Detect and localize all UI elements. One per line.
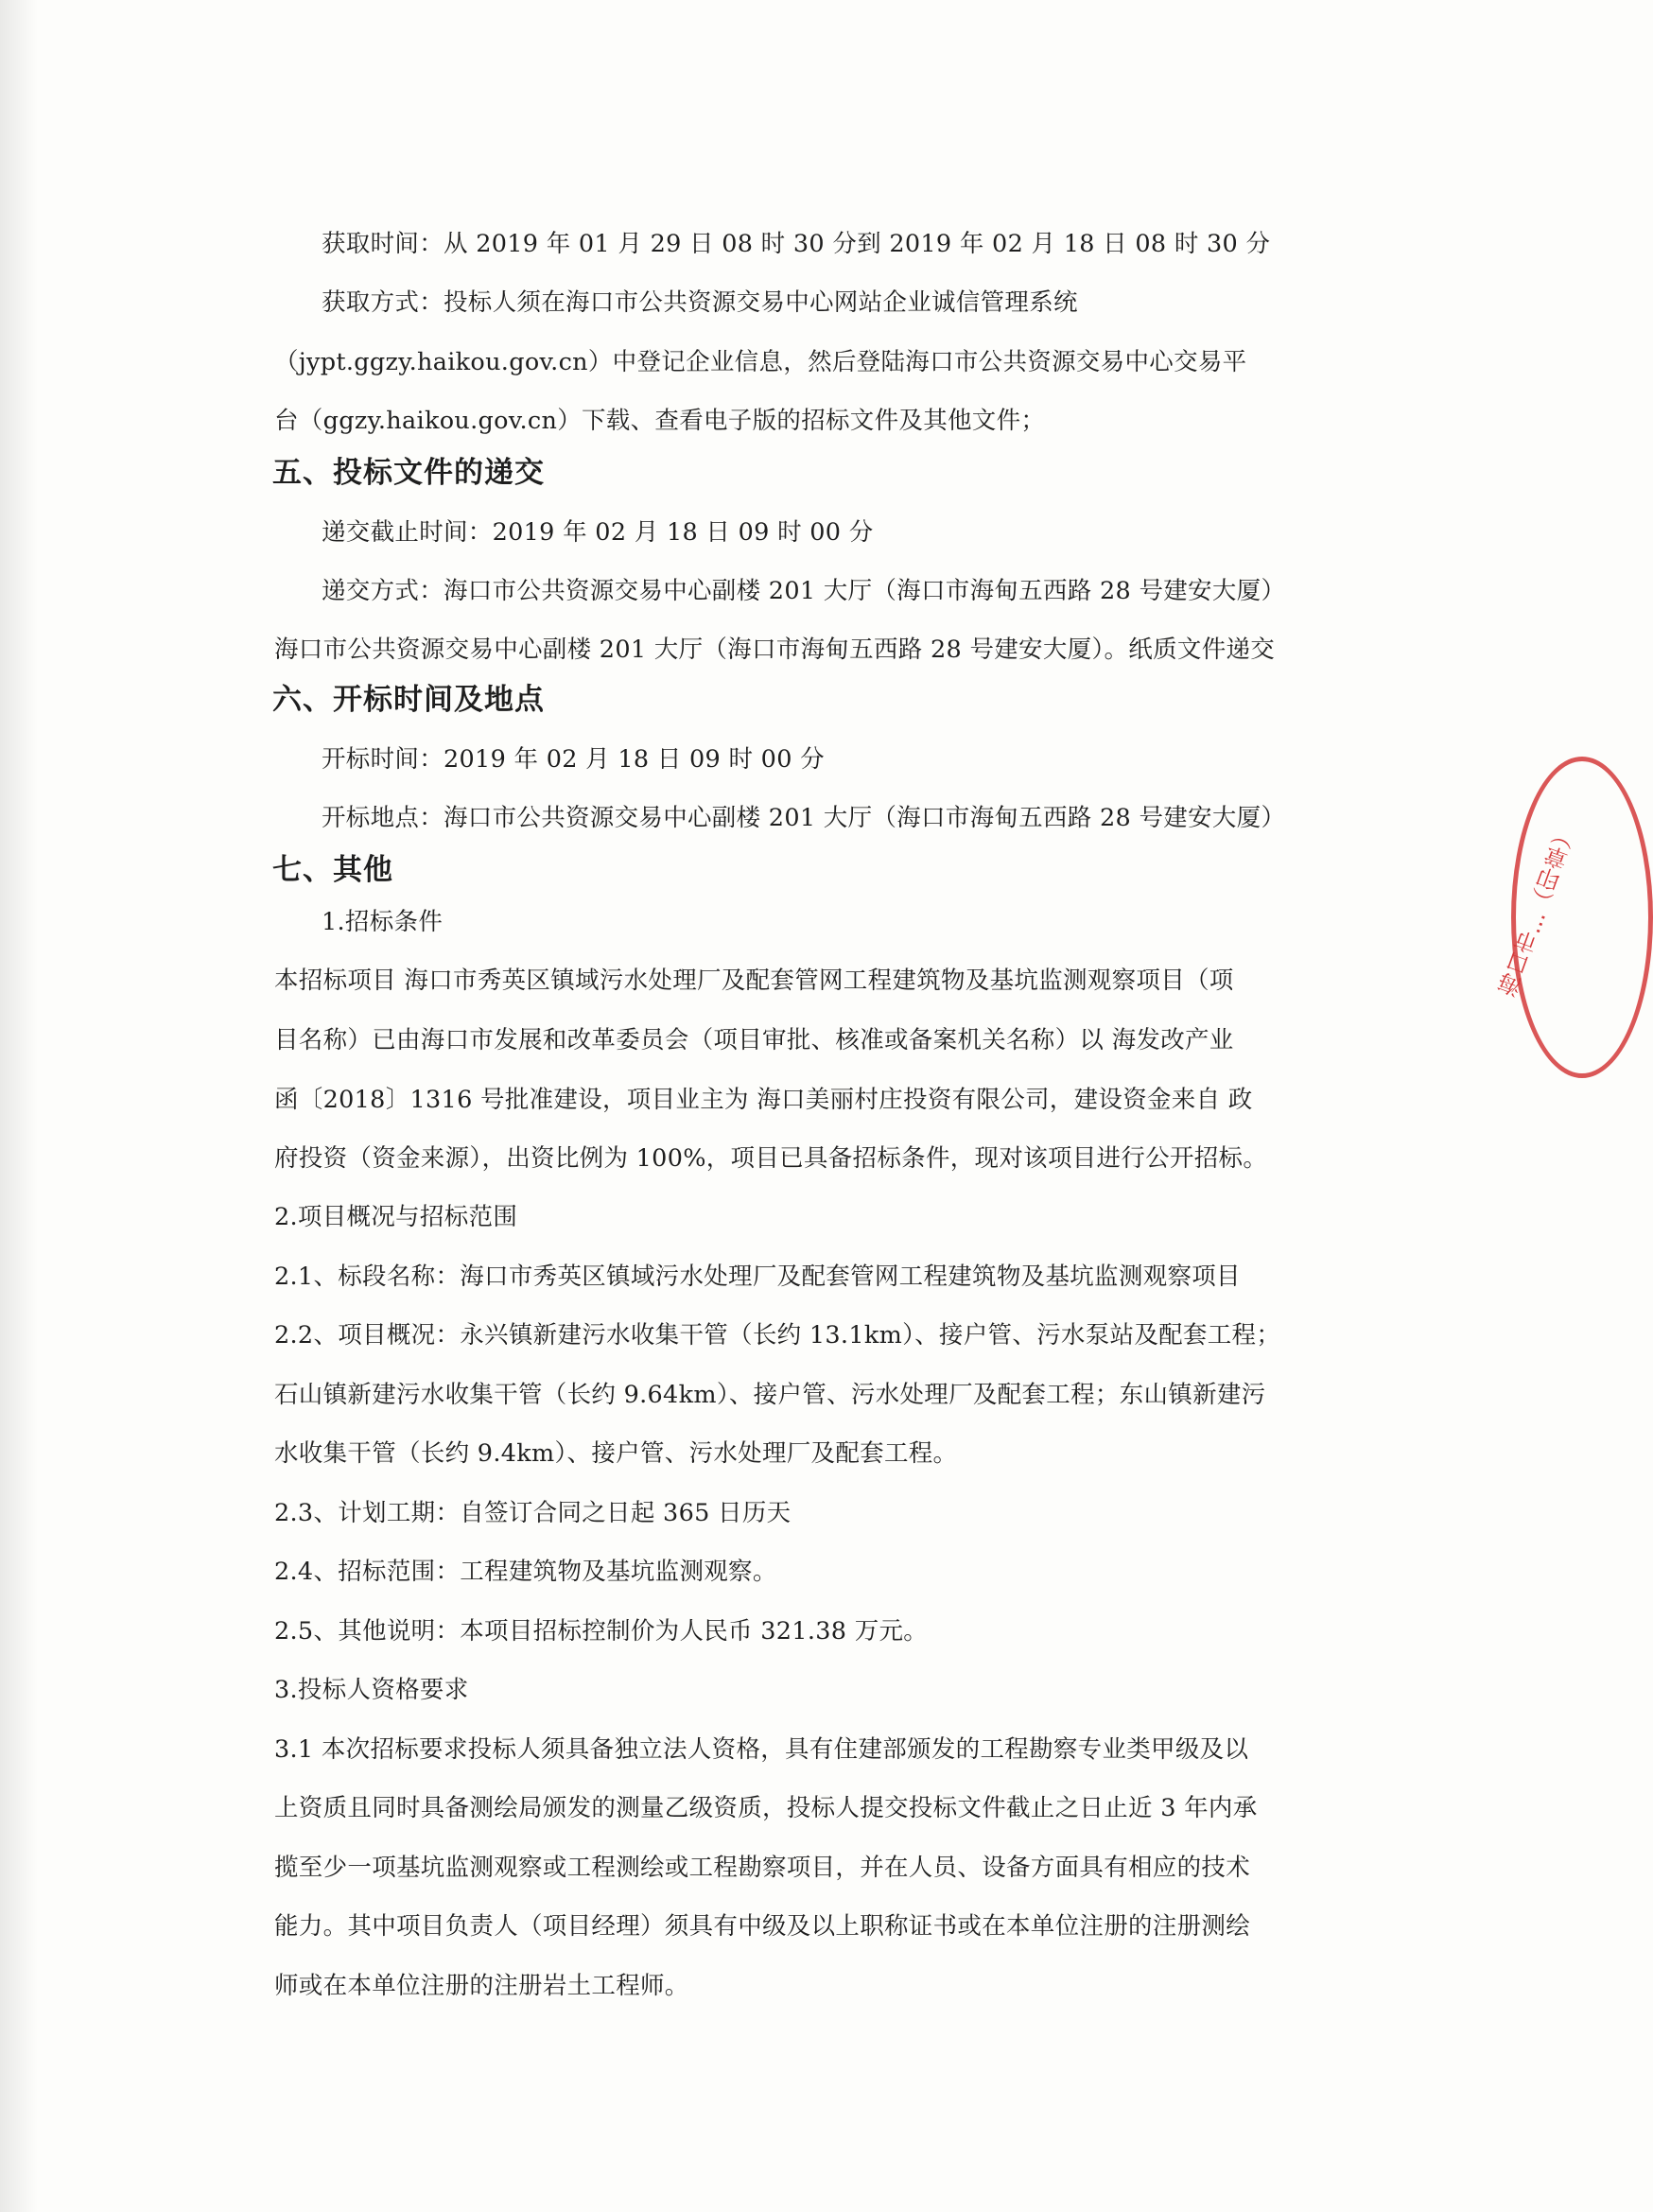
text-line: 开标时间：2019 年 02 月 18 日 09 时 00 分 bbox=[322, 745, 825, 774]
text-line: 2.1、标段名称：海口市秀英区镇域污水处理厂及配套管网工程建筑物及基坑监测观察项目 bbox=[274, 1263, 1241, 1291]
text-line: 2.5、其他说明：本项目招标控制价为人民币 321.38 万元。 bbox=[274, 1617, 929, 1646]
text-line: 府投资（资金来源），出资比例为 100%，项目已具备招标条件，现对该项目进行公开招标。 bbox=[274, 1144, 1268, 1173]
text-line: 上资质且同时具备测绘局颁发的测量乙级资质，投标人提交投标文件截止之日止近 3 年内承 bbox=[274, 1794, 1258, 1822]
text-line: （jypt.ggzy.haikou.gov.cn）中登记企业信息，然后登陆海口市公共资源交易中心交易平 bbox=[274, 348, 1247, 376]
text-line: 能力。其中项目负责人（项目经理）须具有中级及以上职称证书或在本单位注册的注册测绘 bbox=[274, 1912, 1251, 1941]
text-line: 2.项目概况与招标范围 bbox=[274, 1203, 518, 1231]
text-line: 2.2、项目概况：永兴镇新建污水收集干管（长约 13.1km）、接户管、污水泵站及配套工程； bbox=[274, 1321, 1281, 1350]
text-line: 2.3、计划工期：自签订合同之日起 365 日历天 bbox=[274, 1499, 792, 1527]
text-line: 获取时间：从 2019 年 01 月 29 日 08 时 30 分到 2019 年 02 月 18 日 08 时 30 分 bbox=[322, 230, 1271, 258]
text-line: 3.1 本次招标要求投标人须具备独立法人资格，具有住建部颁发的工程勘察专业类甲级及以 bbox=[274, 1735, 1249, 1764]
scan-edge-shadow bbox=[0, 0, 38, 2212]
text-line: 函〔2018〕1316 号批准建设，项目业主为 海口美丽村庄投资有限公司，建设资金来自 政 bbox=[274, 1086, 1253, 1114]
text-line: 台（ggzy.haikou.gov.cn）下载、查看电子版的招标文件及其他文件； bbox=[274, 407, 1046, 435]
text-line: 水收集干管（长约 9.4km）、接户管、污水处理厂及配套工程。 bbox=[274, 1439, 958, 1468]
seal-text: 海口市...（印章） bbox=[1495, 822, 1583, 1001]
text-line: 递交方式：海口市公共资源交易中心副楼 201 大厅（海口市海甸五西路 28 号建安大厦） bbox=[322, 577, 1286, 605]
text-line: 目名称）已由海口市发展和改革委员会（项目审批、核准或备案机关名称）以 海发改产业 bbox=[274, 1026, 1234, 1054]
text-line: 获取方式：投标人须在海口市公共资源交易中心网站企业诚信管理系统 bbox=[322, 288, 1078, 317]
text-line: 1.招标条件 bbox=[322, 908, 444, 936]
text-line: 海口市公共资源交易中心副楼 201 大厅（海口市海甸五西路 28 号建安大厦）。纸质文件递交 bbox=[274, 636, 1276, 664]
text-line: 揽至少一项基坑监测观察或工程测绘或工程勘察项目，并在人员、设备方面具有相应的技术 bbox=[274, 1854, 1251, 1882]
text-line: 3.投标人资格要求 bbox=[274, 1676, 469, 1704]
section-heading: 七、其他 bbox=[272, 853, 393, 887]
text-line: 石山镇新建污水收集干管（长约 9.64km）、接户管、污水处理厂及配套工程；东山镇新建污 bbox=[274, 1381, 1266, 1409]
text-line: 开标地点：海口市公共资源交易中心副楼 201 大厅（海口市海甸五西路 28 号建安大厦） bbox=[322, 804, 1286, 832]
text-line: 递交截止时间：2019 年 02 月 18 日 09 时 00 分 bbox=[322, 518, 874, 547]
text-line: 师或在本单位注册的注册岩土工程师。 bbox=[274, 1972, 689, 2000]
text-line: 本招标项目 海口市秀英区镇域污水处理厂及配套管网工程建筑物及基坑监测观察项目（项 bbox=[274, 967, 1234, 995]
text-line: 2.4、招标范围：工程建筑物及基坑监测观察。 bbox=[274, 1558, 777, 1586]
section-heading: 五、投标文件的递交 bbox=[272, 456, 545, 490]
section-heading: 六、开标时间及地点 bbox=[272, 683, 545, 717]
